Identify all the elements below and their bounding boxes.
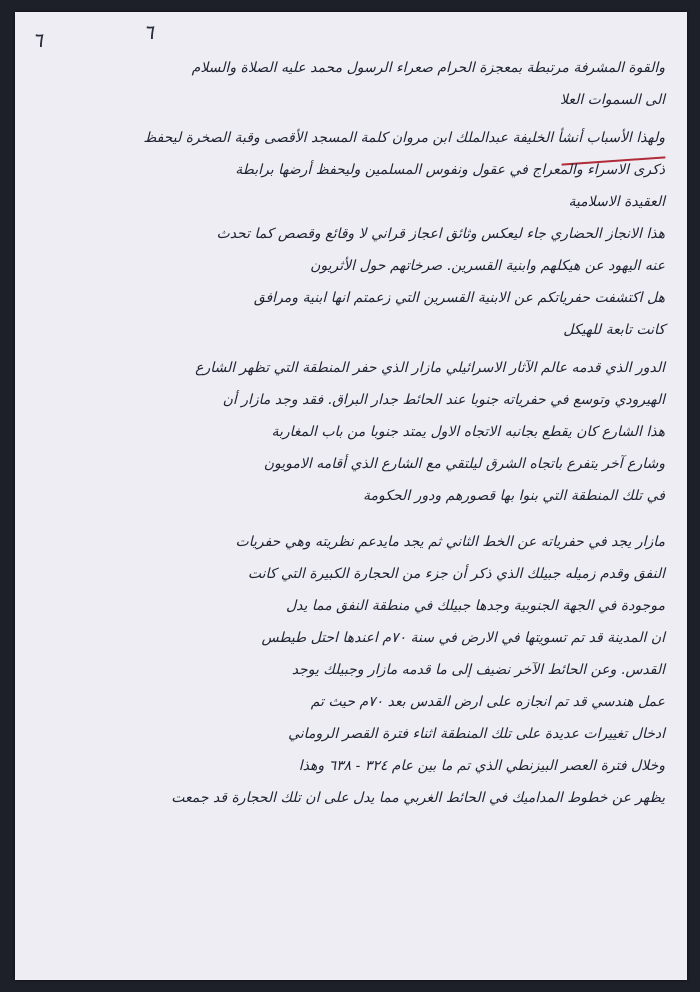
text-line: هذا الانجاز الحضاري جاء ليعكس وثائق اعجاز قراني لا وقائع وقصص كما تحدث [216, 226, 665, 242]
text-line: الهيرودي وتوسع في حفرياته جنوبا عند الحائط جدار البراق. فقد وجد مازار أن [222, 392, 665, 408]
text-line: الى السموات العلا [559, 92, 665, 108]
text-line: موجودة في الجهة الجنوبية وجدها جبيلك في منطقة النفق مما يدل [286, 598, 665, 614]
page-number-right: ٦ [143, 20, 154, 44]
handwritten-text-body [33, 52, 669, 972]
text-line: الدور الذي قدمه عالم الآثار الاسرائيلي مازار الذي حفر المنطقة التي تظهر الشارع [195, 360, 665, 376]
page-number-left: ٦ [32, 28, 43, 52]
paragraph-3 [33, 218, 669, 346]
text-line: يظهر عن خطوط المداميك في الحائط الغربي مما يدل على ان تلك الحجارة قد جمعت [171, 790, 665, 806]
text-line: وشارع آخر يتفرع باتجاه الشرق ليلتقي مع الشارع الذي أقامه الامويون [263, 456, 665, 472]
text-line: عنه اليهود عن هيكلهم وابنية القسرين. صرخاتهم حول الأثريون [310, 258, 665, 274]
text-line: مازار يجد في حفرياته عن الخط الثاني ثم يجد مايدعم نظريته وهي حفريات [235, 534, 665, 550]
text-line: ادخال تغييرات عديدة على تلك المنطقة اثناء فترة القصر الروماني [288, 726, 665, 742]
text-line: العقيدة الاسلامية [568, 194, 665, 210]
text-line: والقوة المشرفة مرتبطة بمعجزة الحرام صعراء الرسول محمد عليه الصلاة والسلام [191, 60, 665, 76]
paragraph-5 [33, 526, 669, 814]
text-line: ذكرى الاسراء والمعراج في عقول ونفوس المسلمين وليحفظ أرضها برابطة [235, 162, 665, 178]
paragraph-4 [33, 352, 669, 512]
text-line: ان المدينة قد تم تسويتها في الارض في سنة ٧٠م اعندها احتل طيطس [261, 630, 665, 646]
manuscript-page [15, 12, 687, 980]
text-line: القدس. وعن الحائط الآخر نضيف إلى ما قدمه مازار وجبيلك يوجد [291, 662, 665, 678]
text-line: عمل هندسي قد تم انجازه على ارض القدس بعد ٧٠م حيث تم [310, 694, 665, 710]
paragraph-2 [33, 122, 669, 218]
text-line: هل اكتشفت حفرياتكم عن الابنية القسرين التي زعمتم انها ابنية ومرافق [253, 290, 665, 306]
text-line: في تلك المنطقة التي بنوا بها قصورهم ودور الحكومة [363, 488, 665, 504]
paragraph-1 [33, 52, 669, 116]
text-line: ولهذا الأسباب أنشأ الخليفة عبدالملك ابن مروان كلمة المسجد الأقصى وقبة الصخرة ليحفظ [143, 130, 665, 146]
text-line: النفق وقدم زميله جبيلك الذي ذكر أن جزء من الحجارة الكبيرة التي كانت [247, 566, 665, 582]
text-line: كانت تابعة للهيكل [563, 322, 665, 338]
text-line: وخلال فترة العصر البيزنطي الذي تم ما بين عام ٣٢٤ - ٦٣٨ وهذا [298, 758, 665, 774]
text-line: هذا الشارع كان يقطع بجانبه الاتجاه الاول يمتد جنوبا من باب المغاربة [271, 424, 665, 440]
